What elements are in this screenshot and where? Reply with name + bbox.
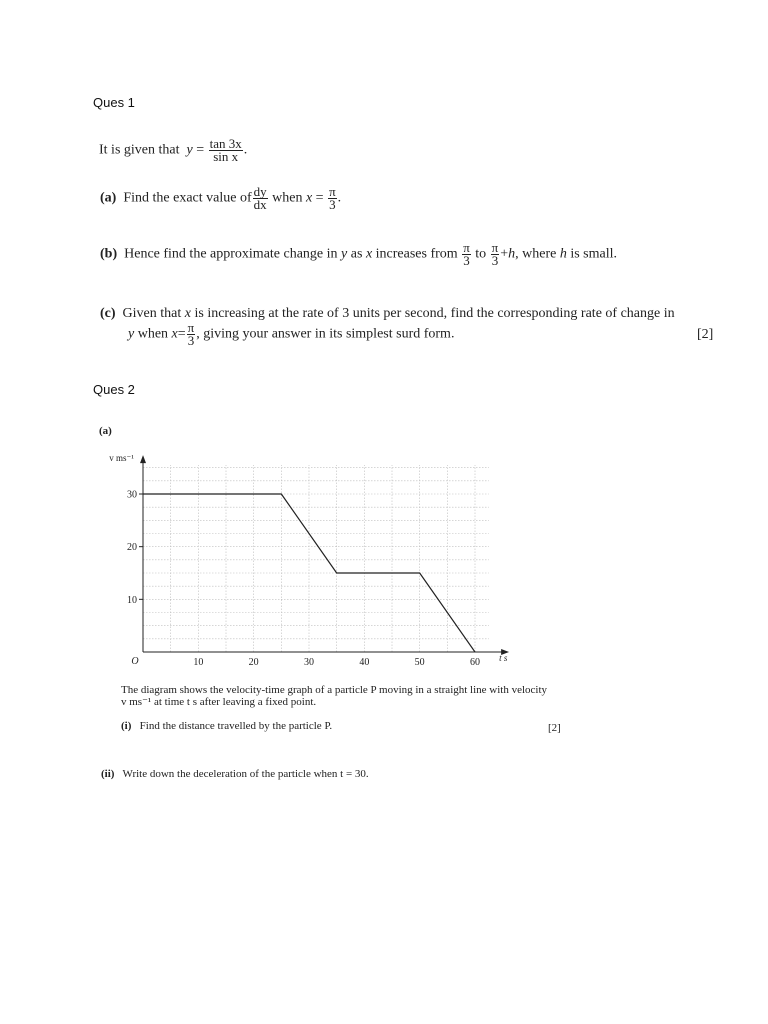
q1-b-label: (b) — [100, 246, 118, 262]
q1-b-h: h — [508, 246, 516, 262]
y-axis-label: v ms⁻¹ — [109, 453, 134, 464]
q2-part-ii — [101, 768, 369, 781]
q1-b-x: x — [365, 246, 373, 262]
q1-b-text1: Hence find the approximate change in — [124, 246, 338, 262]
x-tick-label: 10 — [193, 657, 204, 668]
q1-b-to: to — [475, 246, 487, 262]
x-tick-label: 30 — [304, 657, 314, 668]
q1-b-three-2: 3 — [491, 253, 499, 268]
q1-intro-y: y — [186, 142, 193, 158]
q1-intro-end: . — [243, 142, 248, 158]
q1-b-pi-2: π — [491, 240, 499, 255]
origin-label: O — [131, 656, 139, 667]
q1-c-three: 3 — [187, 333, 195, 348]
q1-b-h2: h — [559, 246, 567, 262]
q1-b-text4: is small. — [570, 246, 618, 262]
q1-b-as: as — [350, 246, 363, 262]
q1-b-three-1: 3 — [463, 253, 470, 268]
q2-i-label: (i) — [121, 720, 132, 732]
q1-b-pi-1: π — [463, 240, 470, 255]
q2-i-marks: [2] — [548, 722, 561, 734]
x-tick-label: 60 — [470, 657, 480, 668]
q1-c-eq: = — [177, 326, 186, 342]
q1-c-marks: [2] — [697, 327, 714, 342]
y-tick-label: 20 — [127, 542, 137, 554]
q1-b-text2: increases from — [375, 246, 458, 262]
q1-c-label: (c) — [100, 306, 116, 321]
q1-c-x: x — [184, 306, 191, 321]
q1-intro-text: It is given that — [99, 142, 180, 158]
q1-a-three: 3 — [329, 197, 336, 212]
q1-intro-eq: = — [196, 142, 205, 158]
y-axis-arrow — [140, 455, 146, 463]
q2-ii-label: (ii) — [101, 768, 115, 780]
q1-c-when: when — [137, 326, 169, 342]
q1-a-when: when — [272, 190, 303, 206]
q1-a-end: . — [337, 190, 342, 206]
q1-intro-numerator: tan 3x — [209, 136, 242, 151]
q2-caption-line2: v ms⁻¹ at time t s after leaving a fixed point. — [121, 696, 317, 708]
q1-b-y: y — [341, 246, 348, 262]
x-axis-label: t s — [499, 653, 508, 663]
q1-a-label: (a) — [100, 190, 117, 206]
q2-caption-line1: The diagram shows the velocity-time graph of a particle P moving in a straight line with velocity — [121, 684, 548, 696]
y-tick-label: 30 — [127, 489, 137, 501]
q1-intro-denominator: sin x — [213, 149, 239, 164]
q1-c-text1: Given that — [122, 306, 182, 321]
q2-part-i — [121, 720, 332, 733]
q2-i-text: Find the distance travelled by the particle P. — [139, 720, 333, 732]
q1-b-text3: , where — [515, 246, 557, 262]
chart-grid — [143, 465, 489, 652]
q1-a-text: Find the exact value of — [123, 190, 252, 206]
q1-a-x: x — [305, 190, 313, 206]
x-tick-label: 50 — [414, 657, 425, 668]
q1-c-x2: x — [171, 326, 178, 342]
q1-c-pi: π — [187, 320, 195, 335]
x-tick-label: 40 — [359, 657, 370, 668]
q1-c-text3: , giving your answer in its simplest surd form. — [196, 326, 455, 342]
q1-c-text2: is increasing at the rate of 3 units per second, find the corresponding rate of change in — [194, 306, 675, 321]
y-tick-label: 10 — [127, 594, 137, 606]
q1-a-dx: dx — [253, 197, 267, 212]
q1-a-dy: dy — [253, 184, 267, 199]
x-tick-label: 20 — [248, 657, 259, 668]
q1-a-eq: = — [315, 190, 324, 206]
q2-a-label: (a) — [99, 425, 112, 437]
question-1-heading: Ques 1 — [93, 95, 135, 110]
q1-c-y: y — [128, 326, 135, 342]
q1-a-pi: π — [329, 184, 336, 199]
q1-b-plus: + — [500, 246, 509, 262]
question-2-heading: Ques 2 — [93, 382, 135, 397]
chart-ticks — [127, 490, 480, 669]
q2-ii-text: Write down the deceleration of the particle when t = 30. — [122, 768, 369, 780]
